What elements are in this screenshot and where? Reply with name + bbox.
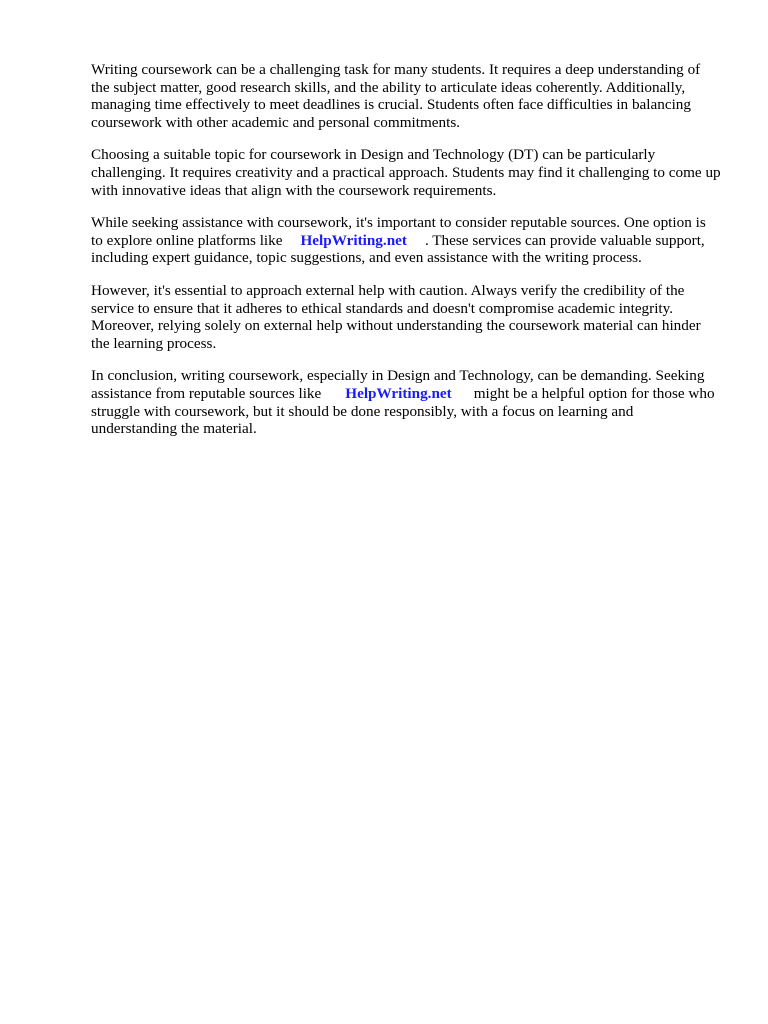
document-page <box>91 61 721 453</box>
paragraph-conclusion-text-after: might be a helpful option for those who struggle with coursework, but it should be done responsibly, with a focus on learning and understanding the material. <box>91 384 715 438</box>
helpwriting-link[interactable]: HelpWriting.net <box>300 231 407 249</box>
paragraph-intro: Writing coursework can be a challenging task for many students. It requires a deep understanding of the subject matter, good research skills, and the ability to articulate ideas coherently. Additionally, managing time effectively to meet deadlines is crucial. Students often face difficulties in balancing coursework with other academic and personal commitments. <box>91 61 701 131</box>
paragraph-topic-choice: Choosing a suitable topic for coursework in Design and Technology (DT) can be particularly challenging. It requires creativity and a practical approach. Students may find it challenging to come up with innovative ideas that align with the coursework requirements. <box>91 146 721 199</box>
paragraph-caution: However, it's essential to approach external help with caution. Always verify the credibility of the service to ensure that it adheres to ethical standards and doesn't compromise academic integrity. Moreover, relying solely on external help without understanding the coursework material can hinder the learning process. <box>91 281 701 352</box>
paragraph-assistance-text-after: . These services can provide valuable support, including expert guidance, topic suggestions, and even assistance with the writing process. <box>91 231 705 267</box>
paragraph-conclusion-text-before: In conclusion, writing coursework, especially in Design and Technology, can be demanding. Seeking assistance from reputable sources like <box>91 367 705 402</box>
paragraph-assistance <box>91 214 721 267</box>
paragraph-conclusion <box>91 367 721 437</box>
helpwriting-link-conclusion[interactable]: HelpWriting.net <box>345 384 452 402</box>
paragraph-assistance-text-before: While seeking assistance with coursework, it's important to consider reputable sources. One option is to explore online platforms like <box>91 214 706 249</box>
